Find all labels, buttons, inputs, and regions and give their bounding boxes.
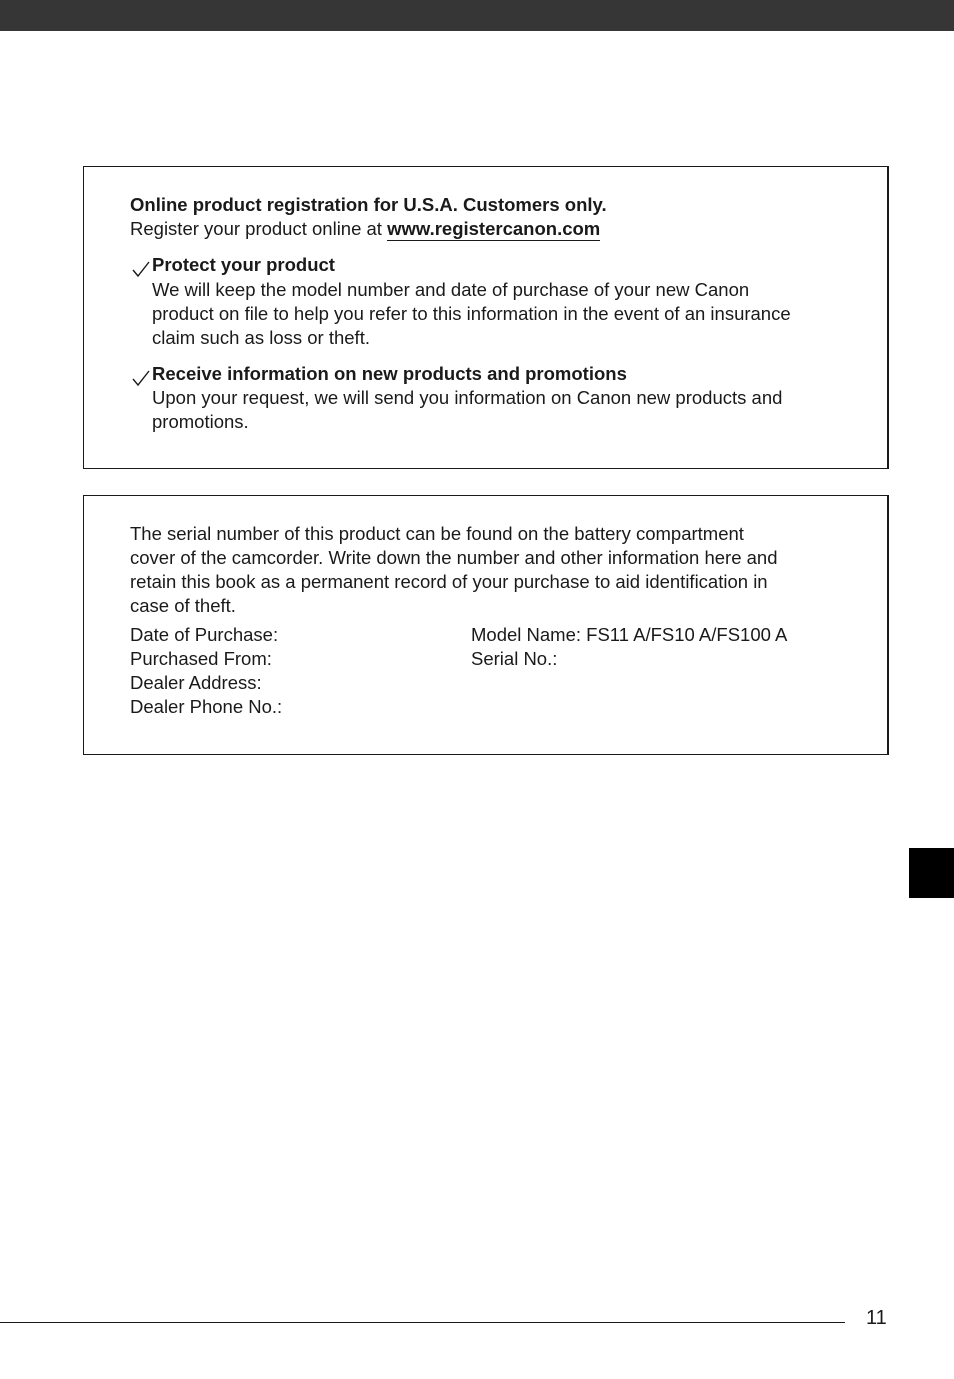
field-date-of-purchase: Date of Purchase:: [130, 624, 279, 645]
record-text-line: The serial number of this product can be found on the battery compartment: [130, 523, 744, 544]
registration-intro-line: [130, 217, 600, 241]
field-serial-no: Serial No.:: [471, 648, 558, 669]
section-thumb-tab: [909, 848, 954, 898]
field-dealer-phone: Dealer Phone No.:: [130, 696, 283, 717]
page-number: 11: [866, 1307, 887, 1329]
top-header-bar: [0, 0, 954, 31]
field-purchased-from: Purchased From:: [130, 648, 272, 669]
checkmark-icon: [131, 259, 151, 279]
record-text-line: case of theft.: [130, 595, 236, 616]
register-url-link[interactable]: www.registercanon.com: [387, 218, 601, 239]
record-text-line: cover of the camcorder. Write down the number and other information here and: [130, 547, 778, 568]
footer-rule: [0, 1322, 845, 1323]
registration-heading: Online product registration for U.S.A. Customers only.: [130, 194, 607, 215]
field-dealer-address: Dealer Address:: [130, 672, 262, 693]
benefit-title-protect: Protect your product: [152, 254, 335, 275]
benefit-text-line: Upon your request, we will send you information on Canon new products and: [152, 387, 783, 408]
registration-intro: Register your product online at: [130, 218, 388, 239]
benefit-text-line: promotions.: [152, 411, 249, 432]
record-text-line: retain this book as a permanent record of your purchase to aid identification in: [130, 571, 768, 592]
field-model-name: Model Name: FS11 A/FS10 A/FS100 A: [471, 624, 788, 645]
checkmark-icon: [131, 368, 151, 388]
benefit-title-promotions: Receive information on new products and promotions: [152, 363, 627, 384]
benefit-text-line: claim such as loss or theft.: [152, 327, 370, 348]
benefit-text-line: We will keep the model number and date of purchase of your new Canon: [152, 279, 750, 300]
benefit-text-line: product on file to help you refer to this information in the event of an insurance: [152, 303, 791, 324]
